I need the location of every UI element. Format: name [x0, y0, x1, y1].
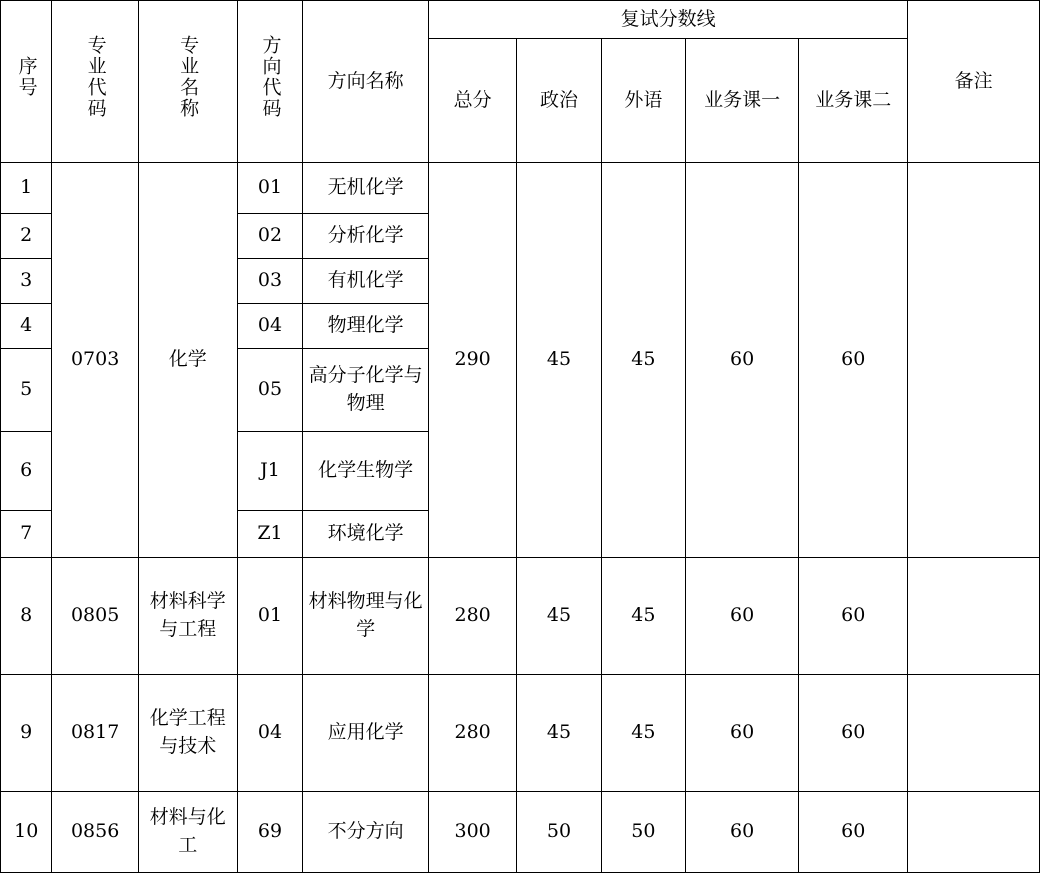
header-serial-no: 序号: [1, 1, 52, 163]
cell-direction-code: 01: [237, 558, 303, 675]
cell-serial-no: 2: [1, 214, 52, 259]
cell-remark: [908, 558, 1040, 675]
header-foreign-language: 外语: [601, 39, 685, 163]
table-row: [1, 675, 1040, 792]
cell-foreign-language: 45: [601, 163, 685, 558]
header-subject-two: 业务课二: [799, 39, 908, 163]
cell-subject-two: 60: [799, 792, 908, 873]
cell-direction-name: 有机化学: [303, 259, 428, 304]
cell-direction-name: 物理化学: [303, 304, 428, 349]
table-row: [1, 163, 1040, 214]
cell-remark: [908, 163, 1040, 558]
cell-major-name: 材料科学与工程: [138, 558, 237, 675]
cell-direction-code: 04: [237, 304, 303, 349]
header-total: 总分: [428, 39, 516, 163]
header-major-name: 专业名称: [138, 1, 237, 163]
header-score-line-group: 复试分数线: [428, 1, 907, 39]
cell-direction-name: 化学生物学: [303, 432, 428, 511]
cell-direction-name: 高分子化学与物理: [303, 349, 428, 432]
cell-major-code: 0805: [52, 558, 138, 675]
cell-direction-code: J1: [237, 432, 303, 511]
cell-major-name: 化学工程与技术: [138, 675, 237, 792]
header-remark: 备注: [908, 1, 1040, 163]
cell-subject-one: 60: [686, 163, 799, 558]
header-subject-one: 业务课一: [686, 39, 799, 163]
cell-direction-code: Z1: [237, 511, 303, 558]
cell-subject-one: 60: [686, 675, 799, 792]
cell-serial-no: 4: [1, 304, 52, 349]
table-row: [1, 792, 1040, 873]
cell-subject-one: 60: [686, 792, 799, 873]
cell-direction-code: 04: [237, 675, 303, 792]
header-major-code: 专业代码: [52, 1, 138, 163]
cell-direction-code: 01: [237, 163, 303, 214]
cell-subject-two: 60: [799, 163, 908, 558]
cell-total: 300: [428, 792, 516, 873]
cell-total: 280: [428, 675, 516, 792]
header-politics: 政治: [517, 39, 601, 163]
cell-major-name: 材料与化工: [138, 792, 237, 873]
cell-foreign-language: 45: [601, 558, 685, 675]
cell-remark: [908, 792, 1040, 873]
cell-politics: 45: [517, 558, 601, 675]
cell-politics: 50: [517, 792, 601, 873]
cell-direction-code: 03: [237, 259, 303, 304]
cell-direction-code: 02: [237, 214, 303, 259]
cell-total: 280: [428, 558, 516, 675]
cell-major-code: 0817: [52, 675, 138, 792]
cell-foreign-language: 45: [601, 675, 685, 792]
table-row: [1, 558, 1040, 675]
cell-foreign-language: 50: [601, 792, 685, 873]
cell-subject-one: 60: [686, 558, 799, 675]
cell-subject-two: 60: [799, 558, 908, 675]
cell-direction-name: 材料物理与化学: [303, 558, 428, 675]
cell-major-name: 化学: [138, 163, 237, 558]
cell-major-code: 0703: [52, 163, 138, 558]
cell-serial-no: 6: [1, 432, 52, 511]
cell-politics: 45: [517, 163, 601, 558]
cell-direction-code: 05: [237, 349, 303, 432]
header-direction-code: 方向代码: [237, 1, 303, 163]
cell-serial-no: 8: [1, 558, 52, 675]
cell-direction-name: 分析化学: [303, 214, 428, 259]
cell-total: 290: [428, 163, 516, 558]
cell-serial-no: 5: [1, 349, 52, 432]
cell-direction-code: 69: [237, 792, 303, 873]
table-header-group-row: [1, 1, 1040, 39]
cell-serial-no: 10: [1, 792, 52, 873]
cell-direction-name: 无机化学: [303, 163, 428, 214]
header-direction-name: 方向名称: [303, 1, 428, 163]
cell-serial-no: 7: [1, 511, 52, 558]
cell-subject-two: 60: [799, 675, 908, 792]
cell-direction-name: 应用化学: [303, 675, 428, 792]
cell-direction-name: 环境化学: [303, 511, 428, 558]
cell-serial-no: 9: [1, 675, 52, 792]
cell-remark: [908, 675, 1040, 792]
cell-direction-name: 不分方向: [303, 792, 428, 873]
cell-politics: 45: [517, 675, 601, 792]
cell-major-code: 0856: [52, 792, 138, 873]
cell-serial-no: 1: [1, 163, 52, 214]
cell-serial-no: 3: [1, 259, 52, 304]
